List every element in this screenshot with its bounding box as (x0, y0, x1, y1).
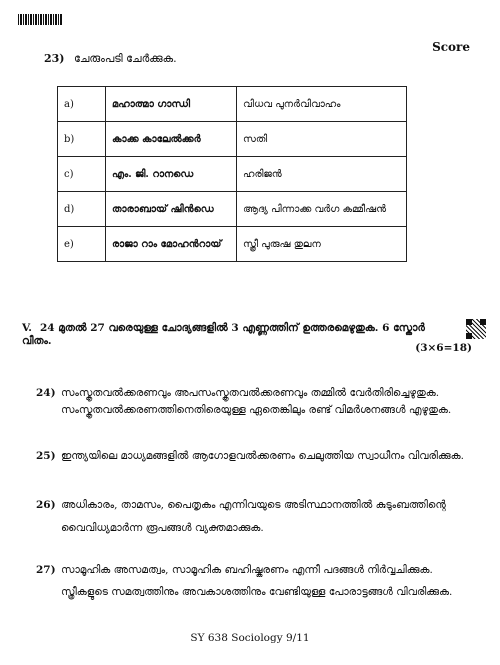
question-number: 27) (36, 564, 56, 576)
question-line: സംസ്കൃതവൽക്കരണത്തിനെതിരെയുള്ള ഏതെങ്കിലും രണ്ട് വിമർശനങ്ങൾ എഴുതുക. (61, 404, 452, 416)
question-line: വൈവിധ്യമാർന്ന രൂപങ്ങൾ വ്യക്തമാക്കുക. (61, 522, 264, 534)
question-27 (36, 562, 476, 601)
right-item: സതി (237, 122, 407, 157)
question-instruction: ചേരുംപടി ചേർക്കുക. (74, 52, 177, 65)
left-item: മഹാത്മാ ഗാന്ധി (106, 87, 237, 122)
row-label: a) (58, 87, 106, 122)
question-26 (36, 497, 476, 537)
table-row (58, 87, 407, 122)
question-line: സാമൂഹിക അസമത്വം, സാമൂഹിക ബഹിഷ്കരണം എന്നീ പദങ്ങൾ നിർവ്വചിക്കുക. (61, 564, 433, 576)
left-item: എം. ജി. റാനഡെ (106, 157, 237, 192)
section-v-header (22, 322, 458, 348)
row-label: c) (58, 157, 106, 192)
question-line: സ്ത്രീകളുടെ സമത്വത്തിനും അവകാശത്തിനും വേണ്ടിയുള്ള പോരാട്ടങ്ങൾ വിവരിക്കുക. (61, 586, 453, 598)
row-label: b) (58, 122, 106, 157)
question-line: അധികാരം, താമസം, പൈതൃകം എന്നിവയുടെ അടിസ്ഥാനത്തിൽ കുടുംബത്തിന്റെ (61, 499, 446, 511)
question-line: സംസ്കൃതവൽക്കരണവും അപസംസ്കൃതവൽക്കരണവും തമ്മിൽ വേർതിരിച്ചെഴുതുക. (61, 387, 440, 399)
table-row (58, 227, 407, 262)
right-item: ആദ്യ പിന്നാക്ക വർഗ കമ്മീഷൻ (237, 192, 407, 227)
question-number: 24) (36, 387, 56, 399)
right-item: സ്ത്രീ പുരുഷ തുലന (237, 227, 407, 262)
question-23-header (44, 52, 177, 66)
question-line: ഇന്ത്യയിലെ മാധ്യമങ്ങളിൽ ആഗോളവൽക്കരണം ചെലുത്തിയ സ്വാധീനം വിവരിക്കുക. (61, 450, 464, 462)
table-row (58, 157, 407, 192)
question-24 (36, 385, 476, 419)
right-item: വിധവ പുനർവിവാഹം (237, 87, 407, 122)
table-row (58, 192, 407, 227)
match-table (57, 86, 407, 262)
question-number: 25) (36, 450, 56, 462)
right-item: ഹരിജൻ (237, 157, 407, 192)
question-25 (36, 448, 476, 465)
qr-code (466, 319, 486, 339)
score-label: Score (432, 40, 470, 54)
row-label: d) (58, 192, 106, 227)
section-instruction: 24 മുതൽ 27 വരെയുള്ള ചോദ്യങ്ങളിൽ 3 എണ്ണത്തിന് ഉത്തരമെഴുതുക. 6 സ്കോർ വീതം. (22, 322, 425, 347)
row-label: e) (58, 227, 106, 262)
question-number: 23) (44, 52, 65, 65)
barcode (18, 14, 62, 25)
table-row (58, 122, 407, 157)
left-item: രാജാ റാം മോഹൻറായ് (106, 227, 237, 262)
left-item: താരാബായ് ഷിൻഡെ (106, 192, 237, 227)
section-marks: (3×6=18) (415, 342, 472, 354)
left-item: കാക്ക കാലേൽക്കർ (106, 122, 237, 157)
question-number: 26) (36, 499, 56, 511)
page-footer: SY 638 Sociology 9/11 (190, 632, 310, 644)
section-numeral: V. (22, 322, 32, 334)
